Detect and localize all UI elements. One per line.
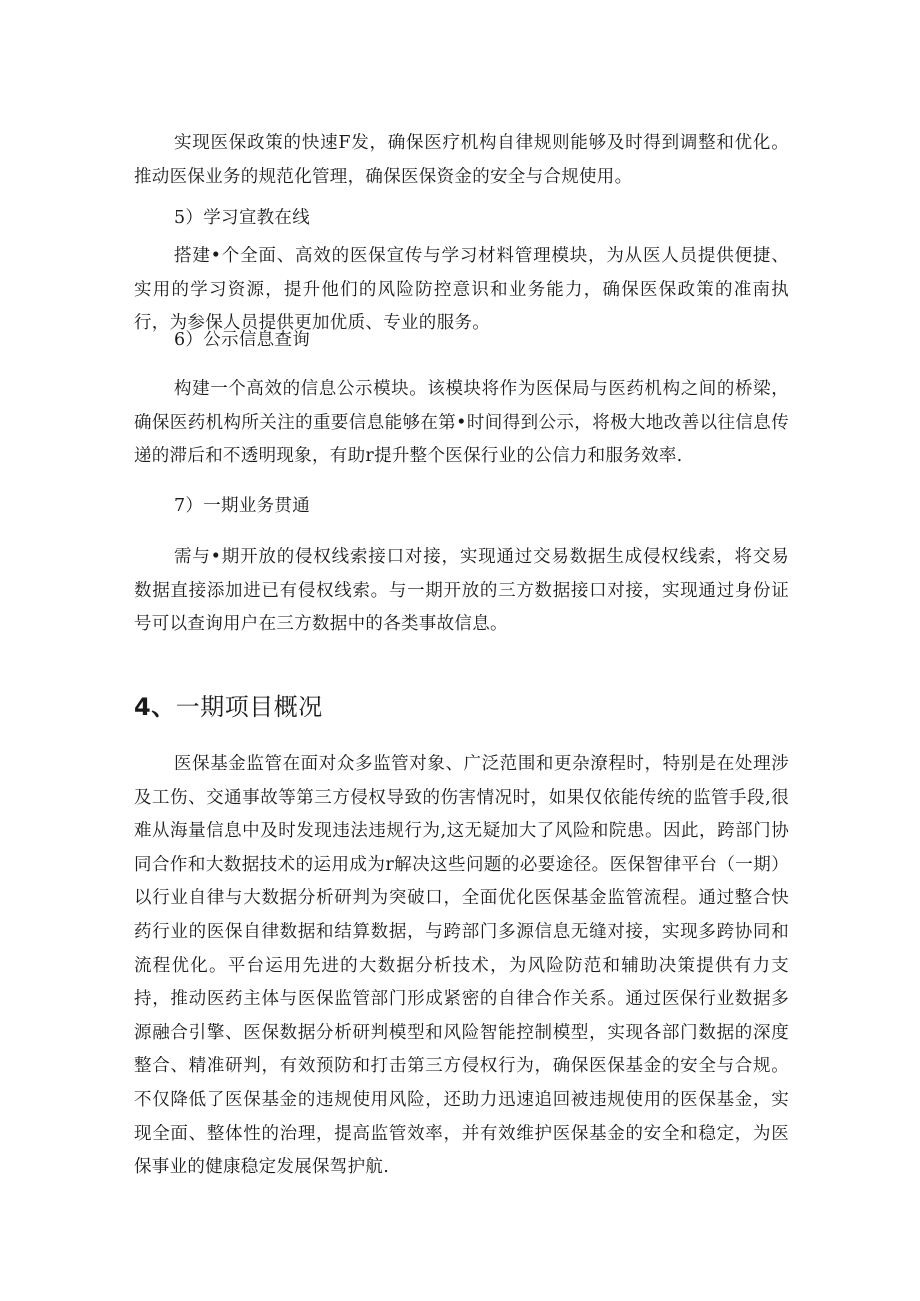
paragraph-integration: 需与•期开放的侵权线索接口对接，实现通过交易数据生成侵权线索，将交易数据直接添加进已有侵权线索。与一期开放的三方数据接口对接，实现通过身份证号可以查询用户在三方数据中的各类事故信息。 — [134, 547, 789, 635]
subheading-info-query: 6）公示信息查询 — [174, 330, 311, 350]
paragraph-info-module: 构建一个高效的信息公示模块。该模块将作为医保局与医药机构之间的桥梁，确保医药机构所关注的重要信息能够在第•时间得到公示，将极大地改善以往信息传递的滞后和不透明现象，有助r提升整个医保行业的公信力和服务效率. — [134, 379, 789, 467]
subheading-learning-online: 5）学习宣教在线 — [174, 208, 311, 228]
subheading-phase-one-integration: 7）一期业务贯通 — [174, 496, 311, 516]
paragraph-policy-update: 实现医保政策的快速F发，确保医疗机构自律规则能够及时得到调整和优化。推动医保业务的规范化管理，确保医保资金的安全与合规使用。 — [134, 133, 789, 187]
section-number: 4、 — [134, 693, 176, 721]
section-title: 一期项目概况 — [175, 693, 323, 721]
paragraph-learning-module: 搭建•个全面、高效的医保宣传与学习材料管理模块，为从医人员提供便捷、实用的学习资源，提升他们的风险防控意识和业务能力，确保医保政策的准南执行，为参保人员提供更加优质、专业的服务。 — [134, 246, 789, 334]
section-heading — [134, 691, 323, 723]
paragraph-project-overview: 医保基金监管在面对众多监管对象、广泛范围和更杂潦程时，特别是在处理涉及工伤、交通事故等第三方侵权导致的伤害情况时，如果仅依能传统的监管手段,很难从海量信息中及时发现违法违规行为,这无疑加大了风险和院患。因此，跨部门协同合作和大数据技术的运用成为r解决这些问题的必要途径。医保智律平台（一期）以行业自律与大数据分析研判为突破口，全面优化医保基金监管流程。通过整合快药行业的医保自律数据和结算数据，与跨部门多源信息无缝对接，实现多跨协同和流程优化。平台运用先进的大数据分析技术，为风险防范和辅助决策提供有力支持，推动医药主体与医保监管部门形成紧密的自律合作关系。通过医保行业数据多源融合引擎、医保数据分析研判模型和风险智能控制模型，实现各部门数据的深度整合、精准研判，有效预防和打击第三方侵权行为，确保医保基金的安全与合规。不仅降低了医保基金的违规使用风险，还助力迅速追回被违规使用的医保基金，实现全面、整体性的治理，提高监管效率，并有效维护医保基金的安全和稳定，为医保事业的健康稳定发展保驾护航. — [134, 754, 789, 1178]
